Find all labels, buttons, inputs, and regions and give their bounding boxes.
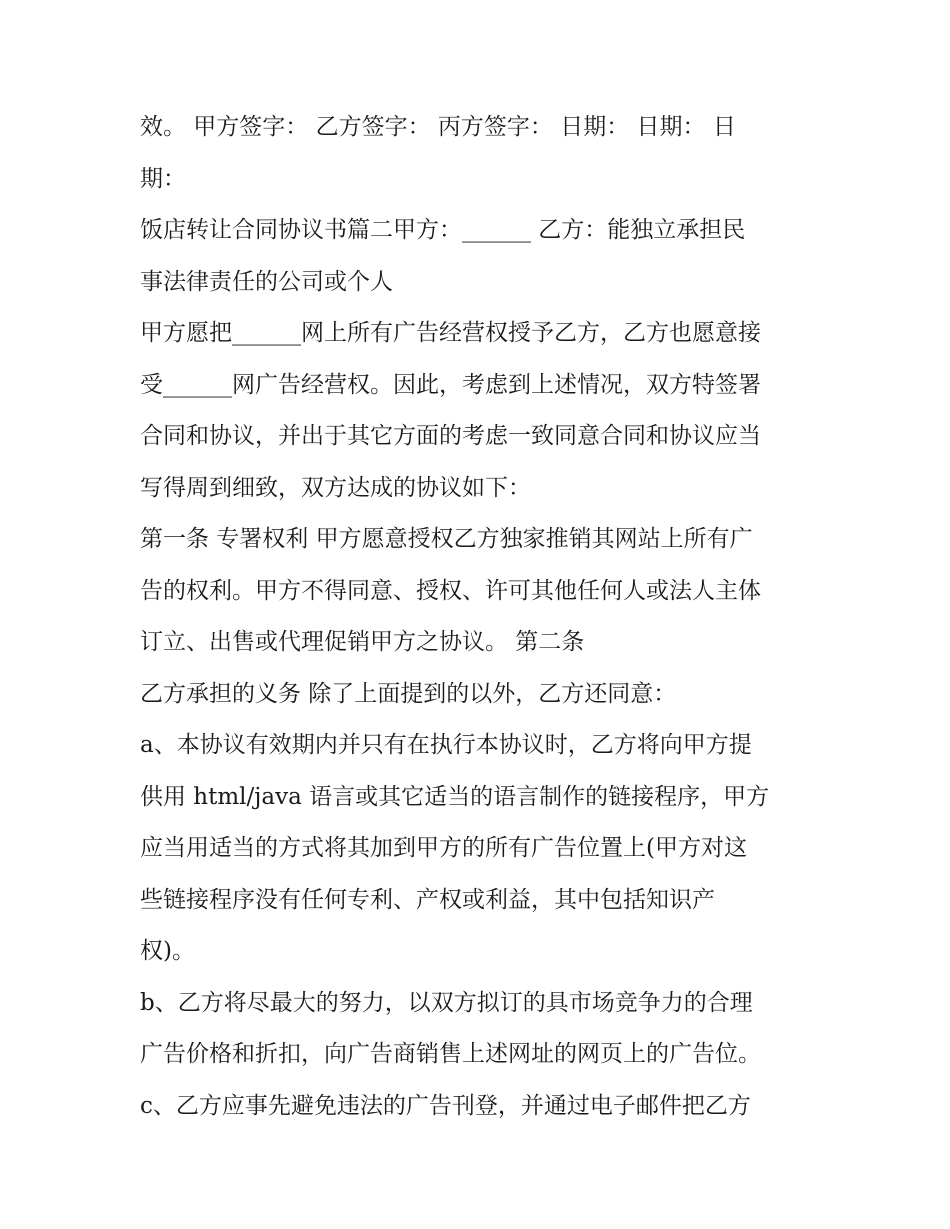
text-line: 合同和协议，并出于其它方面的考虑一致同意合同和协议应当 (140, 423, 761, 449)
text-line: 权)。 (140, 938, 195, 964)
text-line: 些链接程序没有任何专利、产权或利益，其中包括知识产 (140, 886, 715, 913)
text-line: 期： (140, 165, 186, 192)
text-line: 供用 html/java 语言或其它适当的语言制作的链接程序，甲方 (140, 783, 770, 810)
text-line: c、乙方应事先避免违法的广告刊登，并通过电子邮件把乙方 (140, 1092, 751, 1119)
text-line: 饭店转让合同协议书篇二甲方：______ 乙方：能独立承担民 (140, 217, 746, 243)
text-line: 应当用适当的方式将其加到甲方的所有广告位置上(甲方对这 (140, 835, 747, 861)
text-line: 告的权利。甲方不得同意、授权、许可其他任何人或法人主体 (140, 577, 761, 604)
text-line: 事法律责任的公司或个人 (140, 268, 393, 295)
text-line: 订立、出售或代理促销甲方之协议。 第二条 (140, 629, 585, 655)
text-line: 广告价格和折扣，向广告商销售上述网址的网页上的广告位。 (140, 1041, 761, 1067)
text-line: b、乙方将尽最大的努力，以双方拟订的具市场竞争力的合理 (140, 989, 753, 1016)
text-line: 乙方承担的义务 除了上面提到的以外，乙方还同意： (140, 680, 677, 707)
text-line: 甲方愿把______网上所有广告经营权授予乙方，乙方也愿意接 (140, 320, 761, 346)
text-line: 效。 甲方签字： 乙方签字： 丙方签字： 日期： 日期： 日 (140, 114, 736, 140)
text-line: 写得周到细致，双方达成的协议如下： (140, 474, 531, 501)
text-line: 受______网广告经营权。因此，考虑到上述情况，双方特签署 (140, 371, 761, 398)
text-line: 第一条 专署权利 甲方愿意授权乙方独家推销其网站上所有广 (140, 526, 753, 552)
document-body (140, 102, 820, 1132)
text-line: a、本协议有效期内并只有在执行本协议时，乙方将向甲方提 (140, 732, 752, 758)
